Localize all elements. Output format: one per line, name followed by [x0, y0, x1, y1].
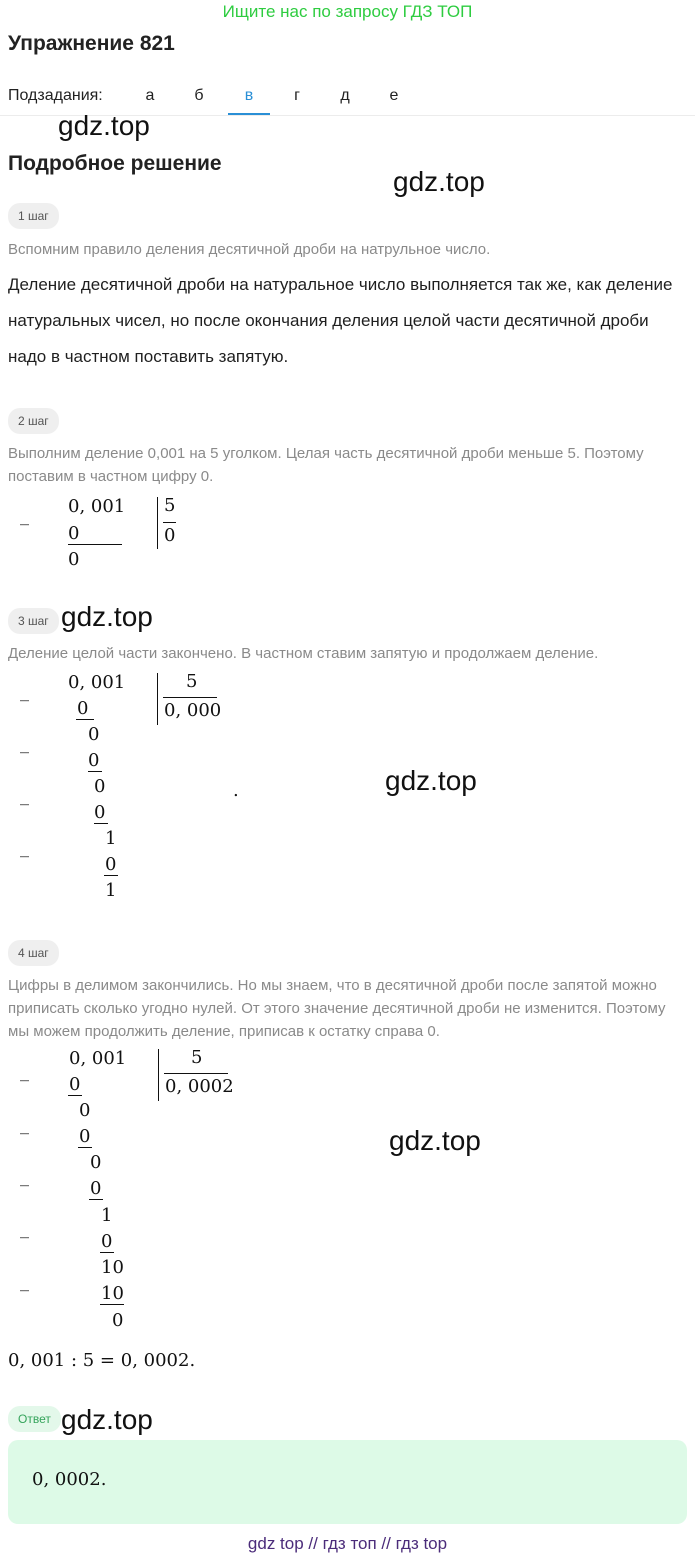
- subtraction-line: [100, 1304, 124, 1305]
- division-line: 0: [90, 1152, 102, 1173]
- minus-sign: _: [20, 1166, 29, 1187]
- step-note: Выполним деление 0,001 на 5 уголком. Целая часть десятичной дроби меньше 5. Поэтому поставим в частном цифру 0.: [8, 445, 644, 485]
- watermark: gdz.top: [61, 1404, 153, 1435]
- dividend: 0, 001: [69, 1048, 127, 1069]
- division-line: 0: [88, 724, 100, 745]
- subtraction-line: [104, 875, 118, 876]
- watermark: gdz.top: [389, 1125, 481, 1156]
- subtrahend: 0: [68, 523, 80, 544]
- step-badge: 1 шаг: [8, 203, 59, 229]
- divisor-line: [163, 697, 217, 698]
- stray-dot: .: [233, 780, 239, 801]
- dividend: 0, 001: [68, 672, 126, 693]
- subtraction-line: [88, 771, 102, 772]
- minus-sign: _: [20, 1218, 29, 1239]
- minus-sign: _: [20, 837, 29, 858]
- answer-badge: Ответ: [8, 1406, 61, 1432]
- divisor: 5: [191, 1047, 203, 1068]
- subtraction-line: [76, 719, 94, 720]
- division-line: 1: [105, 880, 117, 901]
- divisor-line: [163, 522, 176, 523]
- subtraction-line: [94, 823, 108, 824]
- quotient: 0, 000: [164, 700, 222, 721]
- page-title: Упражнение 821: [8, 32, 175, 55]
- division-bar: [157, 497, 158, 549]
- minus-sign: _: [20, 1114, 29, 1135]
- divisor: 5: [164, 495, 176, 516]
- tab-d[interactable]: д: [340, 87, 350, 104]
- watermark: gdz.top: [58, 110, 150, 141]
- division-line: 10: [101, 1283, 124, 1304]
- division-line: 0: [77, 698, 89, 719]
- remainder: 0: [68, 549, 80, 570]
- footer-links[interactable]: gdz top // гдз топ // гдз top: [247, 1534, 448, 1553]
- subtraction-line: [89, 1199, 103, 1200]
- section-title: Подробное решение: [8, 152, 222, 175]
- tab-b[interactable]: б: [194, 87, 204, 104]
- quotient: 0, 0002: [165, 1076, 234, 1097]
- step-badge: 4 шаг: [8, 940, 59, 966]
- division-line: 0: [94, 776, 106, 797]
- division-line: 0: [79, 1126, 91, 1147]
- division-line: 0: [94, 802, 106, 823]
- division-bar: [157, 673, 158, 725]
- answer-value: 0, 0002.: [32, 1469, 107, 1490]
- subtasks-label: Подзадания:: [8, 87, 103, 104]
- divisor: 5: [186, 671, 198, 692]
- division-line: 0: [101, 1231, 113, 1252]
- tab-a[interactable]: а: [145, 87, 155, 104]
- minus-sign: _: [20, 1271, 29, 1292]
- watermark: gdz.top: [385, 765, 477, 796]
- division-line: 0: [90, 1178, 102, 1199]
- result-equation: 0, 001 : 5 = 0, 0002.: [8, 1350, 196, 1371]
- tab-g[interactable]: г: [294, 87, 300, 104]
- watermark: gdz.top: [61, 601, 153, 632]
- step-badge: 3 шаг: [8, 608, 59, 634]
- minus-sign: _: [20, 681, 29, 702]
- minus-sign: _: [20, 505, 29, 526]
- division-line: 0: [88, 750, 100, 771]
- divisor-line: [164, 1073, 228, 1074]
- division-bar: [158, 1049, 159, 1101]
- step-badge: 2 шаг: [8, 408, 59, 434]
- watermark: gdz.top: [393, 166, 485, 197]
- division-line: 1: [105, 828, 117, 849]
- subtraction-line: [68, 544, 122, 545]
- division-line: 10: [101, 1257, 124, 1278]
- division-line: 1: [101, 1205, 113, 1226]
- division-line: 0: [105, 854, 117, 875]
- division-line: 0: [112, 1310, 124, 1331]
- tab-v[interactable]: в: [244, 87, 254, 104]
- division-line: 0: [79, 1100, 91, 1121]
- minus-sign: _: [20, 785, 29, 806]
- dividend: 0, 001: [68, 496, 126, 517]
- minus-sign: _: [20, 733, 29, 754]
- tab-e[interactable]: е: [389, 87, 399, 104]
- minus-sign: _: [20, 1061, 29, 1082]
- step-note: Вспомним правило деления десятичной дроби на натрульное число.: [8, 241, 491, 258]
- division-line: 0: [69, 1074, 81, 1095]
- promo-banner[interactable]: Ищите нас по запросу ГДЗ ТОП: [222, 2, 473, 21]
- step-note: Деление целой части закончено. В частном ставим запятую и продолжаем деление.: [8, 645, 599, 662]
- subtraction-line: [100, 1252, 114, 1253]
- step-note: Цифры в делимом закончились. Но мы знаем, что в десятичной дроби после запятой можно приписать сколько угодно нулей. От этого значение десятичной дроби не изменится. Поэтому мы можем продолжить деление, приписав к остатку справа 0.: [8, 977, 666, 1040]
- step-text: Деление десятичной дроби на натуральное число выполняется так же, как деление натуральных чисел, но после окончания деления целой части десятичной дроби надо в частном поставить запятую.: [8, 275, 673, 366]
- quotient: 0: [164, 525, 176, 546]
- subtraction-line: [78, 1147, 92, 1148]
- answer-box: [8, 1440, 687, 1524]
- subtraction-line: [68, 1095, 82, 1096]
